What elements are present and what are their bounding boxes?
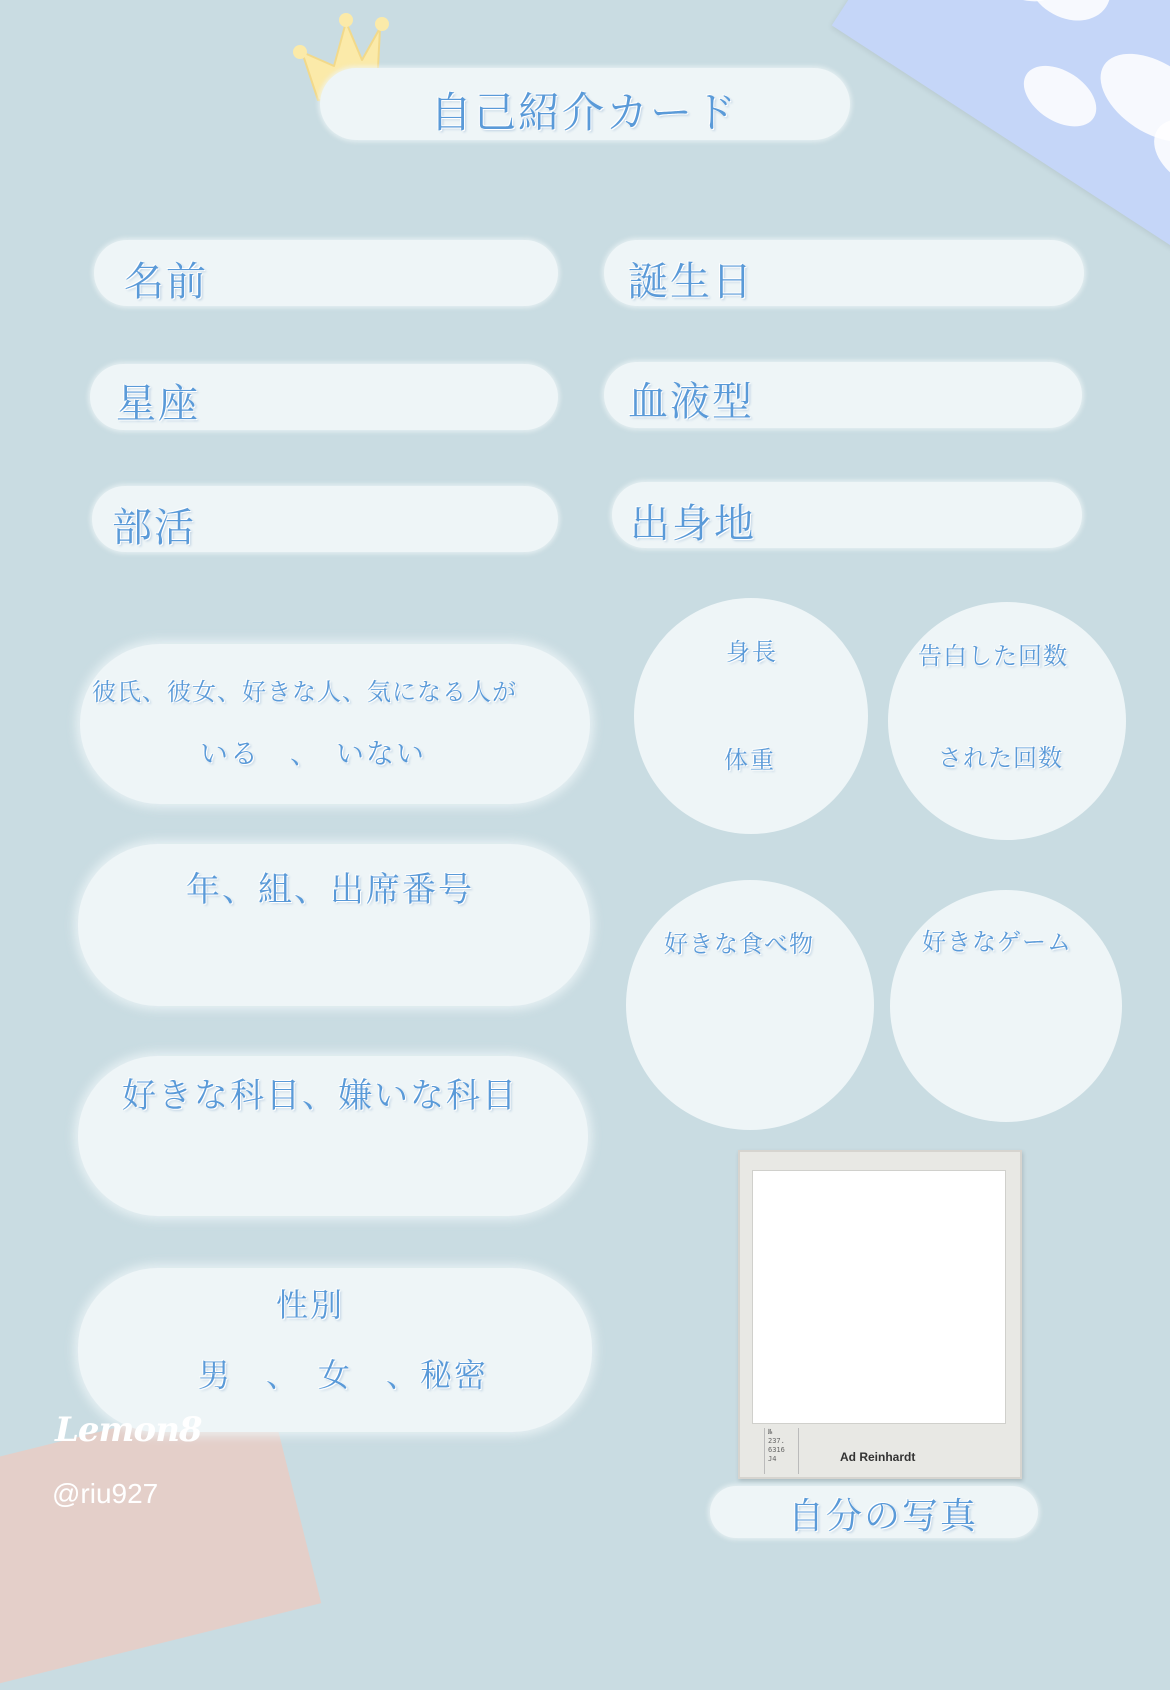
photo-area[interactable] <box>752 1170 1006 1424</box>
partner-options: いる 、 いない <box>200 737 427 770</box>
photo-frame[interactable] <box>738 1150 1022 1479</box>
food-label: 好きな食べ物 <box>664 930 814 958</box>
food-circle[interactable] <box>626 880 874 1130</box>
class-info-label: 年、組、出席番号 <box>186 870 474 910</box>
lemon8-logo: Lemon8 <box>55 1410 202 1450</box>
club-label: 部活 <box>112 505 196 551</box>
watermark-username: @riu927 <box>52 1478 159 1509</box>
zodiac-label: 星座 <box>116 381 200 427</box>
hometown-label: 出身地 <box>630 501 756 547</box>
catalog-tag <box>764 1428 799 1474</box>
gender-options: 男 、 女 、秘密 <box>198 1356 489 1394</box>
subjects-label: 好きな科目、嫌いな科目 <box>122 1076 518 1116</box>
cloud-shape <box>1013 53 1107 139</box>
weight-label: 体重 <box>724 746 776 774</box>
partner-question: 彼氏、彼女、好きな人、気になる人が <box>92 678 517 706</box>
game-label: 好きなゲーム <box>922 928 1072 956</box>
catalog-tag-text: № 237. 6316 J4 <box>768 1428 785 1463</box>
been-confessed-label: された回数 <box>938 744 1063 772</box>
cloud-shape <box>1012 0 1126 36</box>
photo-label: 自分の写真 <box>788 1496 979 1537</box>
page-title: 自己紹介カード <box>430 88 739 137</box>
gender-label: 性別 <box>276 1286 345 1324</box>
confessed-label: 告白した回数 <box>918 642 1068 670</box>
height-label: 身長 <box>726 638 778 666</box>
name-label: 名前 <box>124 259 208 305</box>
partner-field[interactable] <box>80 644 590 804</box>
cloud-tape <box>832 0 1170 276</box>
blood-type-label: 血液型 <box>628 379 754 425</box>
birthday-label: 誕生日 <box>628 259 754 305</box>
artist-caption: Ad Reinhardt <box>840 1450 916 1464</box>
